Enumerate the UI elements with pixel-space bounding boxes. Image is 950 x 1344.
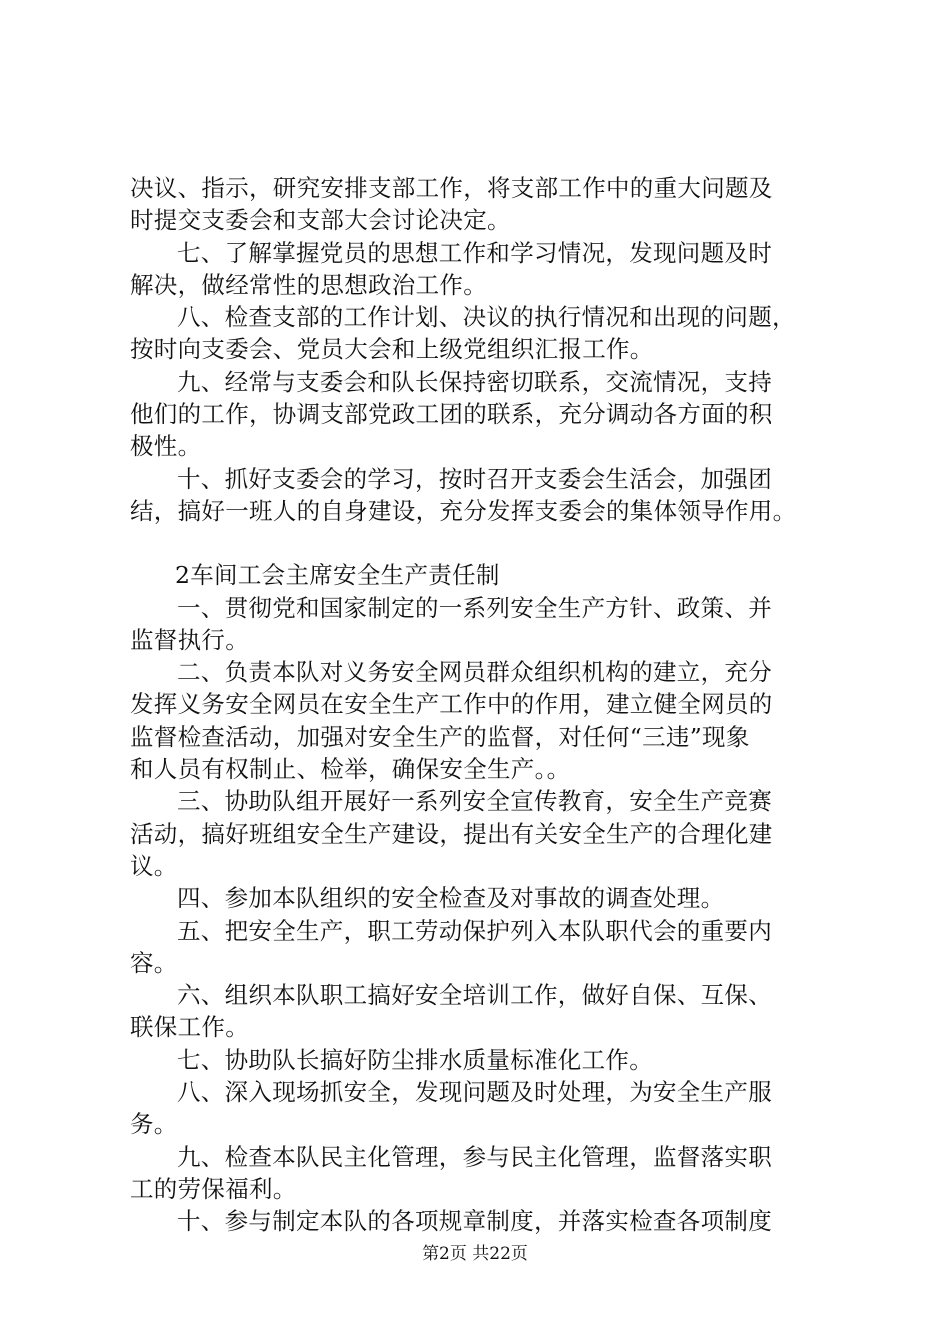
text-line: 极性。 (130, 432, 202, 461)
page-content (130, 172, 835, 1238)
text-line: 一、贯彻党和国家制定的一系列安全生产方针、政策、并 (177, 593, 772, 622)
paragraph (130, 463, 835, 528)
paragraph (130, 592, 835, 657)
text-line: 十、参与制定本队的各项规章制度，并落实检查各项制度 (177, 1207, 772, 1236)
text-line: 监督检查活动，加强对安全生产的监督，对任何“三违”现象 (130, 722, 750, 751)
text-line: 二、负责本队对义务安全网员群众组织机构的建立，充分 (177, 658, 772, 687)
text-line: 监督执行。 (130, 625, 249, 654)
text-line: 十、抓好支委会的学习，按时召开支委会生活会，加强团 (177, 464, 772, 493)
text-line: 七、了解掌握党员的思想工作和学习情况，发现问题及时 (177, 238, 772, 267)
paragraph (130, 1044, 835, 1076)
text-line: 五、把安全生产，职工劳动保护列入本队职代会的重要内 (177, 916, 772, 945)
paragraph (130, 1205, 835, 1237)
paragraph (130, 656, 835, 785)
text-line: 活动，搞好班组安全生产建设，提出有关安全生产的合理化建 (130, 819, 773, 848)
text-line: 发挥义务安全网员在安全生产工作中的作用，建立健全网员的 (130, 690, 773, 719)
paragraph (130, 979, 835, 1044)
paragraph (130, 237, 835, 302)
text-line: 解决，做经常性的思想政治工作。 (130, 270, 487, 299)
paragraph (130, 915, 835, 980)
paragraph (130, 366, 835, 463)
section-1-body (130, 172, 835, 527)
text-line: 三、协助队组开展好一系列安全宣传教育，安全生产竞赛 (177, 787, 772, 816)
text-line: 议。 (130, 851, 178, 880)
section-spacer (130, 527, 835, 559)
paragraph (130, 1141, 835, 1206)
text-line: 他们的工作，协调支部党政工团的联系，充分调动各方面的积 (130, 400, 773, 429)
text-line: 八、深入现场抓安全，发现问题及时处理，为安全生产服 (177, 1078, 772, 1107)
page-footer: 第2页 共22页 (422, 1244, 528, 1264)
paragraph (130, 785, 835, 882)
text-line: 九、经常与支委会和队长保持密切联系，交流情况，支持 (177, 367, 772, 396)
text-line: 务。 (130, 1110, 178, 1139)
text-line: 九、检查本队民主化管理，参与民主化管理，监督落实职 (177, 1142, 772, 1171)
text-line: 四、参加本队组织的安全检查及对事故的调查处理。 (177, 884, 725, 913)
text-line: 工的劳保福利。 (130, 1174, 297, 1203)
text-line: 七、协助队长搞好防尘排水质量标准化工作。 (177, 1045, 653, 1074)
paragraph (130, 1076, 835, 1141)
text-line: 联保工作。 (130, 1013, 249, 1042)
paragraph (130, 301, 835, 366)
text-line: 决议、指示，研究安排支部工作，将支部工作中的重大问题及 (130, 174, 773, 202)
text-line: 容。 (130, 948, 178, 977)
text-line: 按时向支委会、党员大会和上级党组织汇报工作。 (130, 335, 654, 364)
text-line: 时提交支委会和支部大会讨论决定。 (130, 206, 511, 235)
section-2-body (130, 592, 835, 1238)
text-line: 结，搞好一班人的自身建设，充分发挥支委会的集体领导作用。 (130, 496, 797, 525)
text-line: 六、组织本队职工搞好安全培训工作，做好自保、互保、 (177, 981, 772, 1010)
text-line: 和人员有权制止、检举，确保安全生产。。 (130, 755, 571, 784)
section-title: 2车间工会主席安全生产责任制 (175, 561, 500, 590)
paragraph (130, 882, 835, 914)
paragraph (130, 172, 835, 237)
text-line: 八、检查支部的工作计划、决议的执行情况和出现的问题， (177, 303, 796, 332)
